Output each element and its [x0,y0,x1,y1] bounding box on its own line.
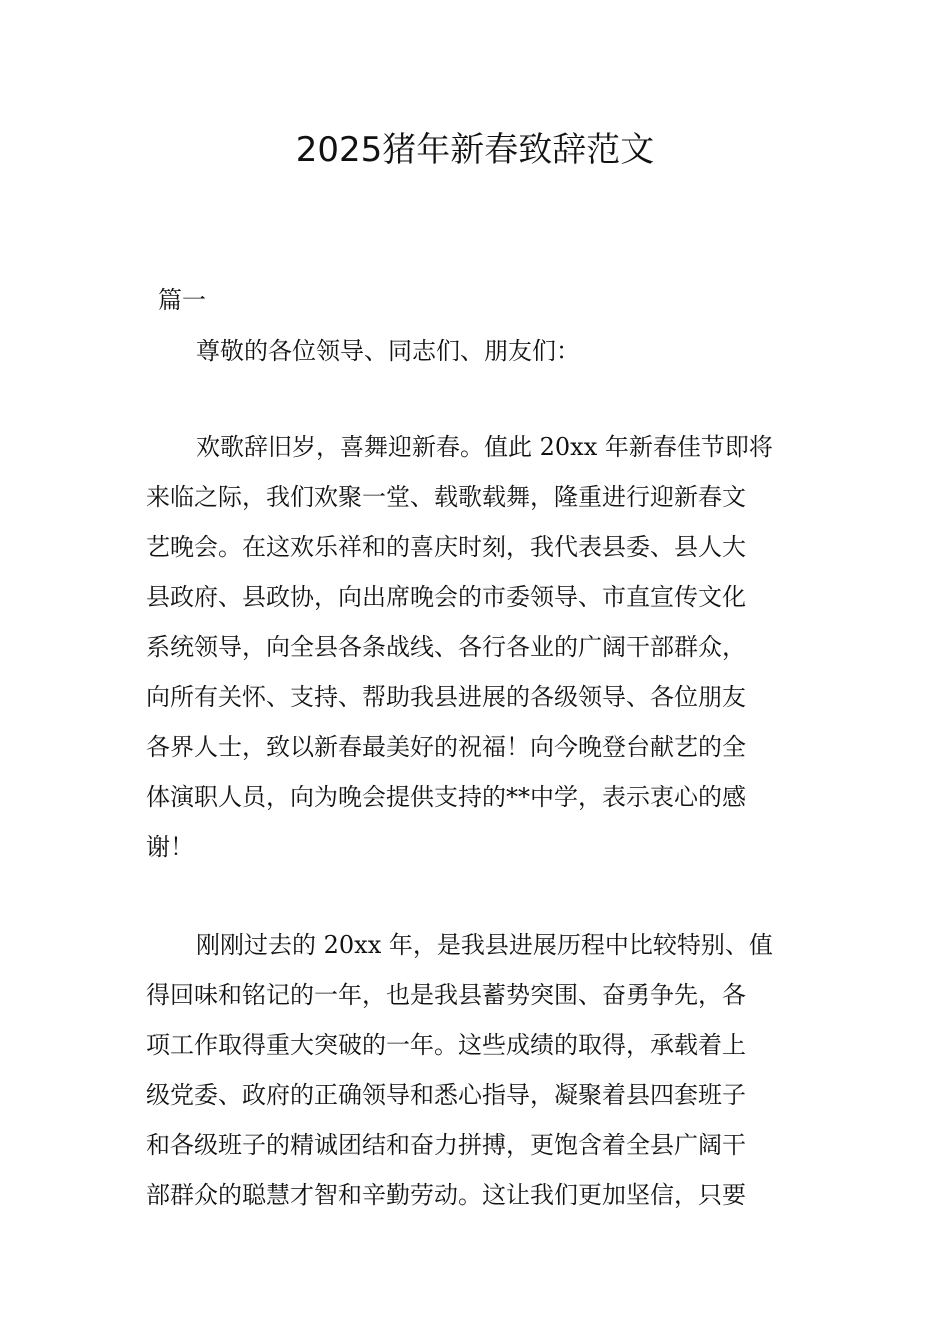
paragraph-line: 和各级班子的精诚团结和奋力拼搏，更饱含着全县广阔干 [146,1131,746,1159]
paragraph-line: 各界人士，致以新春最美好的祝福！向今晚登台献艺的全 [146,733,746,761]
paragraph-line: 项工作取得重大突破的一年。这些成绩的取得，承载着上 [146,1031,746,1059]
paragraph-line: 级党委、政府的正确领导和悉心指导，凝聚着县四套班子 [146,1081,746,1109]
paragraph-line: 体演职人员，向为晚会提供支持的**中学，表示衷心的感 [146,783,746,811]
paragraph-line: 系统领导，向全县各条战线、各行各业的广阔干部群众， [146,633,746,661]
paragraph-line: 来临之际，我们欢聚一堂、载歌载舞，隆重进行迎新春文 [146,483,746,511]
paragraph-line: 县政府、县政协，向出席晚会的市委领导、市直宣传文化 [146,583,746,611]
paragraph-1 [146,422,810,872]
paragraph-line: 部群众的聪慧才智和辛勤劳动。这让我们更加坚信，只要 [146,1181,746,1209]
paragraph-line: 得回味和铭记的一年，也是我县蓄势突围、奋勇争先，各 [146,981,746,1009]
paragraph-2 [146,920,810,1220]
paragraph-line: 欢歌辞旧岁，喜舞迎新春。值此 20xx 年新春佳节即将 [196,433,773,461]
document-title: 2025猪年新春致辞范文 [295,130,655,170]
paragraph-line: 刚刚过去的 20xx 年，是我县进展历程中比较特别、值 [196,931,773,959]
section-label: 篇一 [158,286,206,314]
greeting-line: 尊敬的各位领导、同志们、朋友们： [196,337,580,365]
paragraph-line: 向所有关怀、支持、帮助我县进展的各级领导、各位朋友 [146,683,746,711]
paragraph-line: 谢！ [146,833,194,861]
paragraph-line: 艺晚会。在这欢乐祥和的喜庆时刻，我代表县委、县人大 [146,533,746,561]
